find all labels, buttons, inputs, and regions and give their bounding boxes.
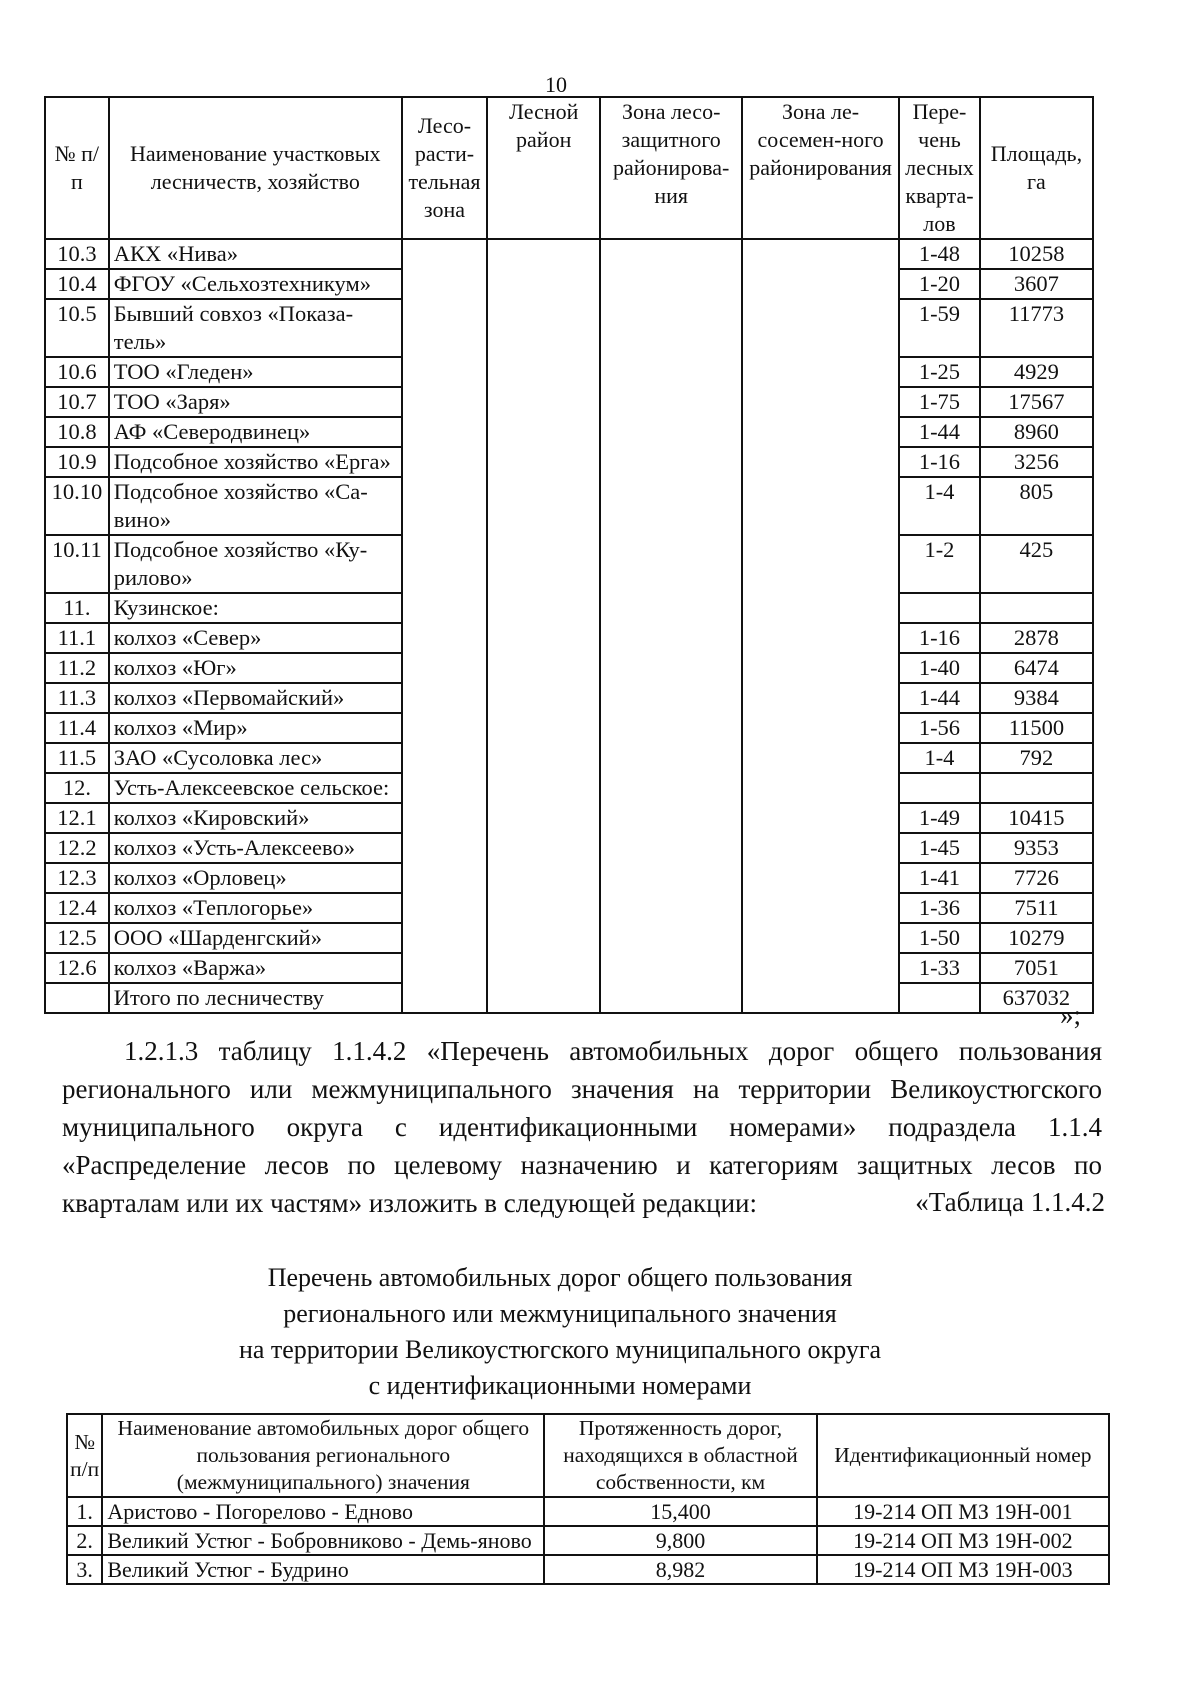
row-area: 10415: [980, 803, 1093, 833]
protect-zone-cell: [600, 477, 742, 535]
row-name: колхоз «Варжа»: [109, 953, 402, 983]
seed-zone-cell: [742, 713, 899, 743]
row-length: 15,400: [544, 1497, 816, 1526]
row-number: 10.11: [45, 535, 109, 593]
veg-zone-cell: [402, 417, 487, 447]
table-title-line: на территории Великоустюгского муниципального округа: [238, 1335, 882, 1364]
seed-zone-cell: [742, 447, 899, 477]
row-quarters: 1-4: [899, 743, 980, 773]
seed-zone-cell: [742, 239, 899, 269]
table-row: [45, 833, 1093, 863]
row-name: колхоз «Усть-Алексеево»: [109, 833, 402, 863]
seed-zone-cell: [742, 983, 899, 1013]
row-quarters: 1-40: [899, 653, 980, 683]
protect-zone-cell: [600, 299, 742, 357]
forest-district-cell: [487, 477, 600, 535]
forest-district-cell: [487, 357, 600, 387]
row-area: [980, 773, 1093, 803]
header-area: Площадь, га: [980, 97, 1093, 239]
row-number: 12.5: [45, 923, 109, 953]
veg-zone-cell: [402, 239, 487, 269]
protect-zone-cell: [600, 893, 742, 923]
table-header-row: [67, 1414, 1109, 1497]
row-area: [980, 593, 1093, 623]
roads-table: [66, 1413, 1110, 1585]
header-num: № п/п: [45, 97, 109, 239]
row-quarters: 1-16: [899, 623, 980, 653]
table-row: [45, 773, 1093, 803]
veg-zone-cell: [402, 683, 487, 713]
forest-district-cell: [487, 773, 600, 803]
table-row: [45, 923, 1093, 953]
forest-district-cell: [487, 743, 600, 773]
forest-district-cell: [487, 593, 600, 623]
veg-zone-cell: [402, 923, 487, 953]
forest-district-cell: [487, 923, 600, 953]
row-area: 7726: [980, 863, 1093, 893]
row-name: АКХ «Нива»: [109, 239, 402, 269]
row-quarters: 1-50: [899, 923, 980, 953]
row-name: колхоз «Мир»: [109, 713, 402, 743]
row-quarters: [899, 593, 980, 623]
table-row: [45, 417, 1093, 447]
row-id-number: 19-214 ОП МЗ 19Н-002: [817, 1526, 1109, 1555]
protect-zone-cell: [600, 743, 742, 773]
header-length: Протяженность дорог, находящихся в областной собственности, км: [544, 1414, 816, 1497]
row-area: 7511: [980, 893, 1093, 923]
protect-zone-cell: [600, 447, 742, 477]
forest-district-cell: [487, 387, 600, 417]
protect-zone-cell: [600, 953, 742, 983]
row-area: 9384: [980, 683, 1093, 713]
row-area: 637032: [980, 983, 1093, 1013]
table-row: [45, 953, 1093, 983]
row-name: колхоз «Север»: [109, 623, 402, 653]
veg-zone-cell: [402, 269, 487, 299]
table-row: [45, 387, 1093, 417]
row-quarters: 1-56: [899, 713, 980, 743]
protect-zone-cell: [600, 387, 742, 417]
veg-zone-cell: [402, 983, 487, 1013]
row-area: 10258: [980, 239, 1093, 269]
table-row: [45, 269, 1093, 299]
row-area: 425: [980, 535, 1093, 593]
forest-district-cell: [487, 803, 600, 833]
forest-district-cell: [487, 299, 600, 357]
row-name: Итого по лесничеству: [109, 983, 402, 1013]
seed-zone-cell: [742, 535, 899, 593]
header-num: № п/п: [67, 1414, 102, 1497]
row-quarters: 1-48: [899, 239, 980, 269]
row-length: 8,982: [544, 1555, 816, 1584]
table-row: [45, 299, 1093, 357]
row-number: 10.4: [45, 269, 109, 299]
seed-zone-cell: [742, 683, 899, 713]
row-name: колхоз «Юг»: [109, 653, 402, 683]
table-title: [160, 1260, 960, 1404]
row-number: 11.3: [45, 683, 109, 713]
protect-zone-cell: [600, 713, 742, 743]
row-name: ООО «Шарденгский»: [109, 923, 402, 953]
row-number: 11.5: [45, 743, 109, 773]
protect-zone-cell: [600, 357, 742, 387]
row-quarters: 1-4: [899, 477, 980, 535]
row-quarters: 1-44: [899, 417, 980, 447]
forest-district-cell: [487, 863, 600, 893]
row-quarters: 1-36: [899, 893, 980, 923]
row-name: Подсобное хозяйство «Ерга»: [109, 447, 402, 477]
table-caption: «Таблица 1.1.4.2: [915, 1187, 1105, 1217]
forest-district-cell: [487, 269, 600, 299]
row-area: 8960: [980, 417, 1093, 447]
row-number: 10.6: [45, 357, 109, 387]
row-id-number: 19-214 ОП МЗ 19Н-001: [817, 1497, 1109, 1526]
seed-zone-cell: [742, 623, 899, 653]
protect-zone-cell: [600, 623, 742, 653]
seed-zone-cell: [742, 803, 899, 833]
row-number: 11.: [45, 593, 109, 623]
veg-zone-cell: [402, 447, 487, 477]
table-row: [45, 357, 1093, 387]
seed-zone-cell: [742, 953, 899, 983]
table-header-row: [45, 97, 1093, 239]
row-quarters: 1-16: [899, 447, 980, 477]
veg-zone-cell: [402, 357, 487, 387]
seed-zone-cell: [742, 417, 899, 447]
forest-district-cell: [487, 833, 600, 863]
row-number: 11.2: [45, 653, 109, 683]
protect-zone-cell: [600, 983, 742, 1013]
protect-zone-cell: [600, 833, 742, 863]
veg-zone-cell: [402, 623, 487, 653]
forest-district-cell: [487, 623, 600, 653]
protect-zone-cell: [600, 923, 742, 953]
table-row: [45, 623, 1093, 653]
veg-zone-cell: [402, 477, 487, 535]
row-number: 10.5: [45, 299, 109, 357]
protect-zone-cell: [600, 653, 742, 683]
header-id-number: Идентификационный номер: [817, 1414, 1109, 1497]
row-number: 10.3: [45, 239, 109, 269]
header-protect-zone: Зона лесо-защитного районирова-ния: [600, 97, 742, 239]
seed-zone-cell: [742, 593, 899, 623]
row-area: 2878: [980, 623, 1093, 653]
seed-zone-cell: [742, 743, 899, 773]
row-area: 792: [980, 743, 1093, 773]
table-row: [45, 743, 1093, 773]
row-name: колхоз «Орловец»: [109, 863, 402, 893]
seed-zone-cell: [742, 893, 899, 923]
row-id-number: 19-214 ОП МЗ 19Н-003: [817, 1555, 1109, 1584]
forest-district-cell: [487, 653, 600, 683]
protect-zone-cell: [600, 535, 742, 593]
row-name: колхоз «Кировский»: [109, 803, 402, 833]
veg-zone-cell: [402, 773, 487, 803]
row-number: 10.10: [45, 477, 109, 535]
table-title-line: Перечень автомобильных дорог общего пользования: [267, 1263, 853, 1292]
table-row: [45, 713, 1093, 743]
row-quarters: 1-33: [899, 953, 980, 983]
seed-zone-cell: [742, 387, 899, 417]
forest-district-cell: [487, 535, 600, 593]
forest-district-cell: [487, 683, 600, 713]
table-row: [67, 1526, 1109, 1555]
table-row: [45, 535, 1093, 593]
table-row: [45, 593, 1093, 623]
table-row: [45, 239, 1093, 269]
table-row: [45, 803, 1093, 833]
veg-zone-cell: [402, 713, 487, 743]
row-number: 12.3: [45, 863, 109, 893]
seed-zone-cell: [742, 269, 899, 299]
row-area: 3256: [980, 447, 1093, 477]
table-title-line: с идентификационными номерами: [368, 1371, 752, 1400]
forest-district-cell: [487, 983, 600, 1013]
row-number: 2.: [67, 1526, 102, 1555]
protect-zone-cell: [600, 803, 742, 833]
page-number: 10: [545, 72, 567, 97]
protect-zone-cell: [600, 863, 742, 893]
row-number: 10.9: [45, 447, 109, 477]
row-name: колхоз «Теплогорье»: [109, 893, 402, 923]
row-quarters: 1-20: [899, 269, 980, 299]
row-number: 11.1: [45, 623, 109, 653]
row-number: 3.: [67, 1555, 102, 1584]
forest-district-cell: [487, 893, 600, 923]
veg-zone-cell: [402, 743, 487, 773]
row-quarters: 1-59: [899, 299, 980, 357]
protect-zone-cell: [600, 773, 742, 803]
row-quarters: 1-41: [899, 863, 980, 893]
protect-zone-cell: [600, 683, 742, 713]
header-veg-zone: Лесо-расти-тельная зона: [402, 97, 487, 239]
seed-zone-cell: [742, 833, 899, 863]
seed-zone-cell: [742, 923, 899, 953]
row-area: 3607: [980, 269, 1093, 299]
row-quarters: 1-2: [899, 535, 980, 593]
row-length: 9,800: [544, 1526, 816, 1555]
row-name: Бывший совхоз «Показа-тель»: [109, 299, 402, 357]
table-row: [45, 653, 1093, 683]
table-row: [67, 1497, 1109, 1526]
row-road-name: Аристово - Погорелово - Едново: [102, 1497, 544, 1526]
veg-zone-cell: [402, 387, 487, 417]
veg-zone-cell: [402, 535, 487, 593]
protect-zone-cell: [600, 269, 742, 299]
forest-district-cell: [487, 953, 600, 983]
row-name: колхоз «Первомайский»: [109, 683, 402, 713]
row-number: 1.: [67, 1497, 102, 1526]
table-row: [45, 683, 1093, 713]
veg-zone-cell: [402, 299, 487, 357]
row-area: 805: [980, 477, 1093, 535]
row-name: ЗАО «Сусоловка лес»: [109, 743, 402, 773]
veg-zone-cell: [402, 833, 487, 863]
veg-zone-cell: [402, 893, 487, 923]
veg-zone-cell: [402, 593, 487, 623]
seed-zone-cell: [742, 863, 899, 893]
row-name: Подсобное хозяйство «Ку-рилово»: [109, 535, 402, 593]
veg-zone-cell: [402, 863, 487, 893]
table-row: [45, 447, 1093, 477]
row-number: 12.6: [45, 953, 109, 983]
row-quarters: 1-44: [899, 683, 980, 713]
header-seed-zone: Зона ле-сосемен-ного районирования: [742, 97, 899, 239]
veg-zone-cell: [402, 953, 487, 983]
seed-zone-cell: [742, 653, 899, 683]
closing-quote: »;: [1060, 1000, 1082, 1030]
seed-zone-cell: [742, 299, 899, 357]
forest-district-cell: [487, 239, 600, 269]
header-forest-district: Лесной район: [487, 97, 600, 239]
table-row: [45, 893, 1093, 923]
row-area: 11500: [980, 713, 1093, 743]
row-area: 11773: [980, 299, 1093, 357]
row-quarters: 1-75: [899, 387, 980, 417]
row-area: 7051: [980, 953, 1093, 983]
row-name: Усть-Алексеевское сельское:: [109, 773, 402, 803]
protect-zone-cell: [600, 417, 742, 447]
header-road-name: Наименование автомобильных дорог общего пользования регионального (межмуниципального) значения: [102, 1414, 544, 1497]
header-name: Наименование участковых лесничеств, хозяйство: [109, 97, 402, 239]
row-number: 12.4: [45, 893, 109, 923]
row-road-name: Великий Устюг - Бобровниково - Демь-яново: [102, 1526, 544, 1555]
row-quarters: 1-25: [899, 357, 980, 387]
row-number: 12.: [45, 773, 109, 803]
protect-zone-cell: [600, 239, 742, 269]
row-name: ТОО «Заря»: [109, 387, 402, 417]
seed-zone-cell: [742, 477, 899, 535]
row-quarters: [899, 983, 980, 1013]
amendment-paragraph: 1.2.1.3 таблицу 1.1.4.2 «Перечень автомобильных дорог общего пользования регионального или межмуниципального значения на территории Великоустюгского муниципального округа с идентификационными номерами» подраздела 1.1.4 «Распределение лесов по целевому назначению и категориям защитных лесов по кварталам или их частям» изложить в следующей редакции:: [62, 1036, 1102, 1218]
header-quarters: Пере-чень лесных кварта-лов: [899, 97, 980, 239]
row-name: Подсобное хозяйство «Са-вино»: [109, 477, 402, 535]
forest-districts-table: [44, 96, 1094, 1014]
forest-district-cell: [487, 447, 600, 477]
seed-zone-cell: [742, 773, 899, 803]
row-area: 6474: [980, 653, 1093, 683]
row-number: 10.7: [45, 387, 109, 417]
row-quarters: 1-49: [899, 803, 980, 833]
row-name: ФГОУ «Сельхозтехникум»: [109, 269, 402, 299]
row-name: АФ «Северодвинец»: [109, 417, 402, 447]
veg-zone-cell: [402, 803, 487, 833]
row-number: [45, 983, 109, 1013]
row-number: 11.4: [45, 713, 109, 743]
row-area: 10279: [980, 923, 1093, 953]
seed-zone-cell: [742, 357, 899, 387]
row-number: 12.2: [45, 833, 109, 863]
row-number: 12.1: [45, 803, 109, 833]
row-road-name: Великий Устюг - Будрино: [102, 1555, 544, 1584]
row-quarters: 1-45: [899, 833, 980, 863]
row-area: 4929: [980, 357, 1093, 387]
table-row: [45, 983, 1093, 1013]
veg-zone-cell: [402, 653, 487, 683]
row-name: ТОО «Гледен»: [109, 357, 402, 387]
row-quarters: [899, 773, 980, 803]
table-row: [45, 863, 1093, 893]
protect-zone-cell: [600, 593, 742, 623]
table-row: [67, 1555, 1109, 1584]
row-area: 17567: [980, 387, 1093, 417]
forest-district-cell: [487, 713, 600, 743]
row-name: Кузинское:: [109, 593, 402, 623]
table-row: [45, 477, 1093, 535]
table-title-line: регионального или межмуниципального значения: [283, 1299, 837, 1328]
row-number: 10.8: [45, 417, 109, 447]
row-area: 9353: [980, 833, 1093, 863]
forest-district-cell: [487, 417, 600, 447]
